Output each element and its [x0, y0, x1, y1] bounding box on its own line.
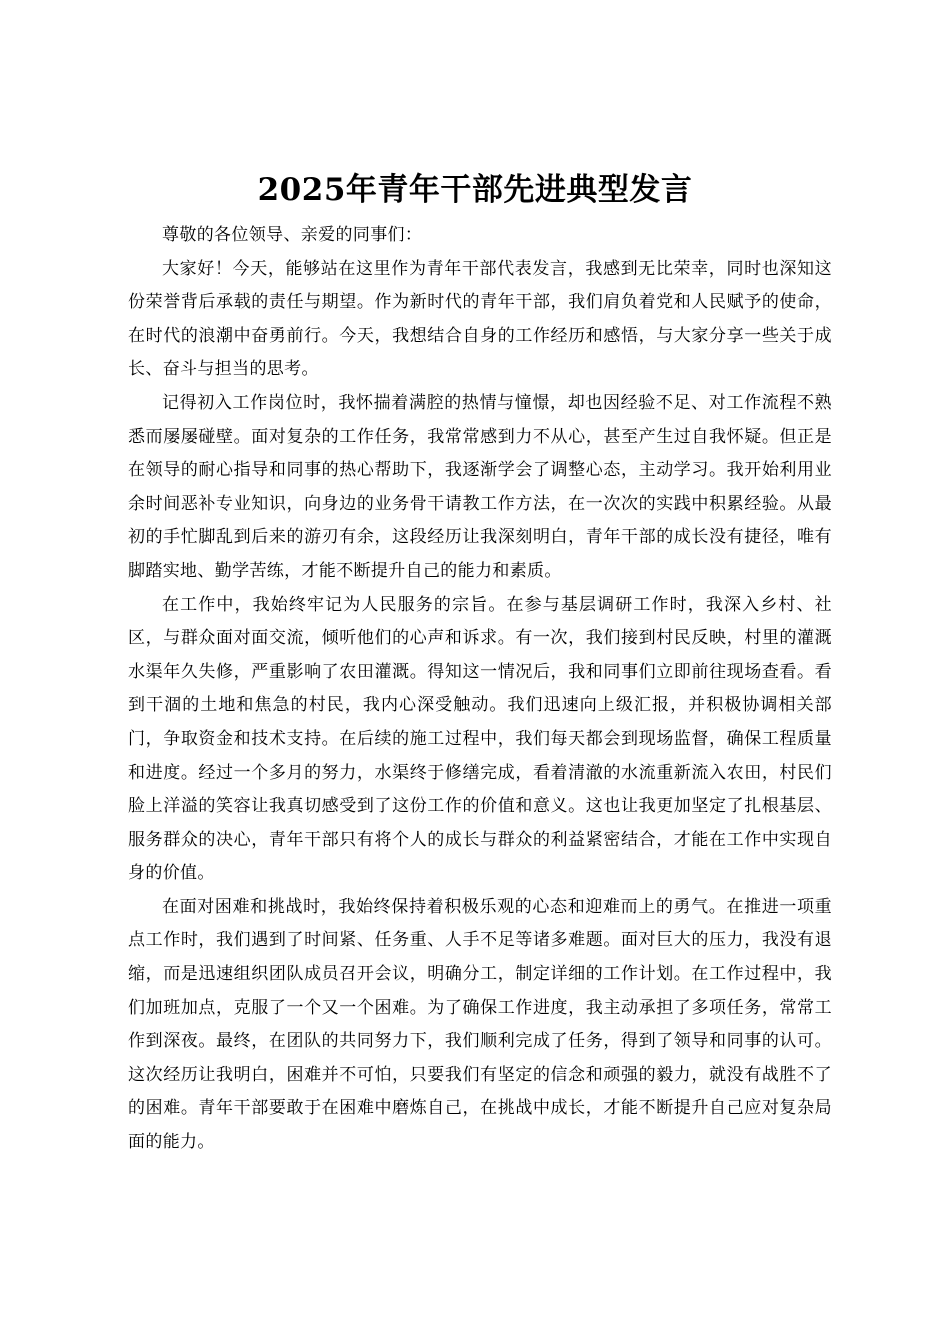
paragraph-2: 记得初入工作岗位时，我怀揣着满腔的热情与憧憬，却也因经验不足、对工作流程不熟悉而屡屡碰壁。面对复杂的工作任务，我常常感到力不从心，甚至产生过自我怀疑。但正是在领导的耐心指导和同事的热心帮助下，我逐渐学会了调整心态，主动学习。我开始利用业余时间恶补专业知识，向身边的业务骨干请教工作方法，在一次次的实践中积累经验。从最初的手忙脚乱到后来的游刃有余，这段经历让我深刻明白，青年干部的成长没有捷径，唯有脚踏实地、勤学苦练，才能不断提升自己的能力和素质。 — [128, 392, 832, 581]
salutation: 尊敬的各位领导、亲爱的同事们： — [162, 225, 423, 245]
paragraph-3: 在工作中，我始终牢记为人民服务的宗旨。在参与基层调研工作时，我深入乡村、社区，与群众面对面交流，倾听他们的心声和诉求。有一次，我们接到村民反映，村里的灌溉水渠年久失修，严重影响了农田灌溉。得知这一情况后，我和同事们立即前往现场查看。看到干涸的土地和焦急的村民，我内心深受触动。我们迅速向上级汇报，并积极协调相关部门，争取资金和技术支持。在后续的施工过程中，我们每天都会到现场监督，确保工程质量和进度。经过一个多月的努力，水渠终于修缮完成，看着清澈的水流重新流入农田，村民们脸上洋溢的笑容让我真切感受到了这份工作的价值和意义。这也让我更加坚定了扎根基层、服务群众的决心，青年干部只有将个人的成长与群众的利益紧密结合，才能在工作中实现自身的价值。 — [128, 594, 832, 884]
document-body — [128, 219, 832, 1160]
paragraph-1: 大家好！今天，能够站在这里作为青年干部代表发言，我感到无比荣幸，同时也深知这份荣誉背后承载的责任与期望。作为新时代的青年干部，我们肩负着党和人民赋予的使命，在时代的浪潮中奋勇前行。今天，我想结合自身的工作经历和感悟，与大家分享一些关于成长、奋斗与担当的思考。 — [128, 258, 832, 380]
document-title: 2025年青年干部先进典型发言 — [257, 172, 693, 208]
paragraph-4: 在面对困难和挑战时，我始终保持着积极乐观的心态和迎难而上的勇气。在推进一项重点工作时，我们遇到了时间紧、任务重、人手不足等诸多难题。面对巨大的压力，我没有退缩，而是迅速组织团队成员召开会议，明确分工，制定详细的工作计划。在工作过程中，我们加班加点，克服了一个又一个困难。为了确保工作进度，我主动承担了多项任务，常常工作到深夜。最终，在团队的共同努力下，我们顺利完成了任务，得到了领导和同事的认可。这次经历让我明白，困难并不可怕，只要我们有坚定的信念和顽强的毅力，就没有战胜不了的困难。青年干部要敢于在困难中磨炼自己，在挑战中成长，才能不断提升自己应对复杂局面的能力。 — [128, 896, 832, 1153]
